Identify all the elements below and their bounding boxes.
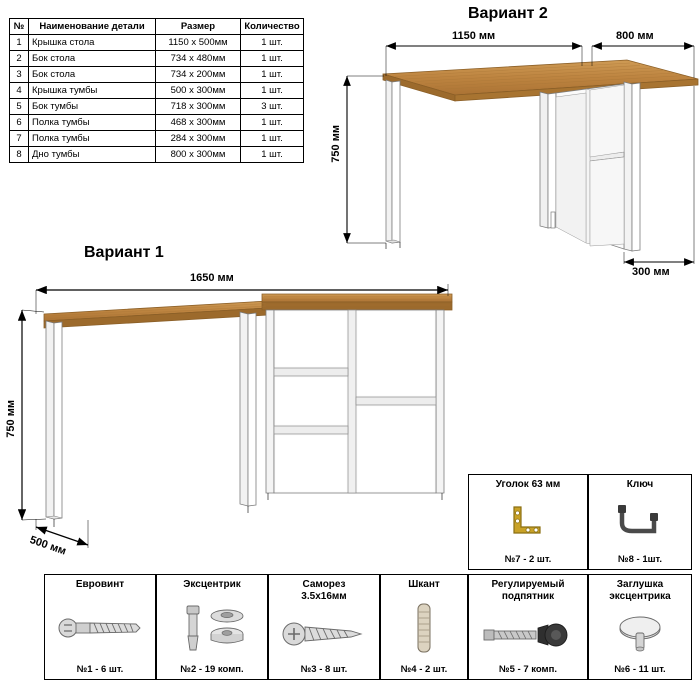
hardware-item-samorez bbox=[268, 574, 380, 680]
hardware-title-line1: Саморез bbox=[302, 579, 346, 590]
cell-num: 7 bbox=[10, 131, 29, 147]
hardware-qty: №7 - 2 шт. bbox=[504, 554, 552, 565]
variant2-drawing bbox=[347, 46, 700, 264]
cell-size: 468 х 300мм bbox=[156, 115, 241, 131]
cell-size: 734 х 480мм bbox=[156, 51, 241, 67]
v1-depth-label: 500 мм bbox=[28, 534, 68, 558]
cell-num: 6 bbox=[10, 115, 29, 131]
cell-qty: 3 шт. bbox=[241, 99, 304, 115]
allen-key-icon bbox=[589, 495, 691, 551]
cell-qty: 1 шт. bbox=[241, 51, 304, 67]
hardware-qty: №1 - 6 шт. bbox=[76, 664, 124, 675]
cell-qty: 1 шт. bbox=[241, 131, 304, 147]
hardware-title: Евровинт bbox=[75, 579, 125, 590]
cell-name: Полка тумбы bbox=[29, 115, 156, 131]
col-header-size: Размер bbox=[156, 19, 241, 35]
cell-num: 1 bbox=[10, 35, 29, 51]
hardware-item-ugolok bbox=[468, 474, 588, 570]
col-header-name: Наименование детали bbox=[29, 19, 156, 35]
cell-qty: 1 шт. bbox=[241, 115, 304, 131]
cam-cover-cap-icon bbox=[589, 609, 691, 661]
cell-num: 4 bbox=[10, 83, 29, 99]
cell-size: 718 х 300мм bbox=[156, 99, 241, 115]
variant2-title: Вариант 2 bbox=[468, 5, 548, 22]
hardware-qty: №6 - 11 шт. bbox=[614, 664, 666, 675]
col-header-num: № bbox=[10, 19, 29, 35]
v2-side-label: 300 мм bbox=[632, 266, 670, 278]
cell-name: Бок тумбы bbox=[29, 99, 156, 115]
variant1-title: Вариант 1 bbox=[84, 244, 164, 261]
hardware-title: Ключ bbox=[626, 479, 654, 490]
cell-name: Дно тумбы bbox=[29, 147, 156, 163]
v2-depth-label: 800 мм bbox=[616, 30, 654, 42]
v2-height-label: 750 мм bbox=[330, 125, 342, 163]
adjustable-foot-icon bbox=[469, 609, 587, 661]
cell-size: 284 х 300мм bbox=[156, 131, 241, 147]
hardware-title bbox=[589, 579, 691, 603]
hardware-title-line1: Заглушка bbox=[616, 579, 664, 590]
hardware-title-line2: 3.5х16мм bbox=[301, 591, 347, 602]
hardware-item-ekscentrik bbox=[156, 574, 268, 680]
hardware-qty: №8 - 1шт. bbox=[618, 554, 662, 565]
hardware-qty: №5 - 7 комп. bbox=[499, 664, 557, 675]
hardware-item-podpyatnik bbox=[468, 574, 588, 680]
cell-name: Бок стола bbox=[29, 51, 156, 67]
hardware-title-line2: подпятник bbox=[501, 591, 555, 602]
hardware-title bbox=[269, 579, 379, 603]
self-tapping-screw-icon bbox=[269, 607, 379, 661]
v2-width-label: 1150 мм bbox=[452, 30, 496, 42]
cell-num: 2 bbox=[10, 51, 29, 67]
hardware-title: Шкант bbox=[408, 579, 440, 590]
cell-size: 800 х 300мм bbox=[156, 147, 241, 163]
cell-size: 1150 х 500мм bbox=[156, 35, 241, 51]
cell-qty: 1 шт. bbox=[241, 67, 304, 83]
hardware-qty: №4 - 2 шт. bbox=[400, 664, 448, 675]
corner-bracket-icon bbox=[469, 495, 587, 551]
cell-name: Крышка тумбы bbox=[29, 83, 156, 99]
hardware-title: Уголок 63 мм bbox=[495, 479, 561, 490]
hardware-item-zaglushka bbox=[588, 574, 692, 680]
v1-width-label: 1650 мм bbox=[190, 272, 234, 284]
cell-qty: 1 шт. bbox=[241, 83, 304, 99]
hardware-item-klyuch bbox=[588, 474, 692, 570]
cell-num: 3 bbox=[10, 67, 29, 83]
cam-lock-icon bbox=[157, 595, 267, 661]
cell-name: Крышка стола bbox=[29, 35, 156, 51]
hardware-item-shkant bbox=[380, 574, 468, 680]
dowel-icon bbox=[381, 595, 467, 661]
hardware-title-line1: Регулируемый bbox=[491, 579, 565, 590]
cell-num: 5 bbox=[10, 99, 29, 115]
cell-name: Бок стола bbox=[29, 67, 156, 83]
confirmat-screw-icon bbox=[45, 595, 155, 661]
hardware-title-line2: эксцентрика bbox=[609, 591, 671, 602]
hardware-title: Эксцентрик bbox=[183, 579, 241, 590]
col-header-qty: Количество bbox=[241, 19, 304, 35]
cell-name: Полка тумбы bbox=[29, 131, 156, 147]
v1-height-label: 750 мм bbox=[5, 400, 17, 438]
cell-size: 500 х 300мм bbox=[156, 83, 241, 99]
hardware-item-evrovint bbox=[44, 574, 156, 680]
cell-num: 8 bbox=[10, 147, 29, 163]
hardware-title bbox=[469, 579, 587, 603]
variant1-drawing bbox=[22, 284, 452, 548]
cell-qty: 1 шт. bbox=[241, 35, 304, 51]
hardware-qty: №3 - 8 шт. bbox=[300, 664, 348, 675]
hardware-qty: №2 - 19 комп. bbox=[180, 664, 244, 675]
cell-size: 734 х 200мм bbox=[156, 67, 241, 83]
cell-qty: 1 шт. bbox=[241, 147, 304, 163]
